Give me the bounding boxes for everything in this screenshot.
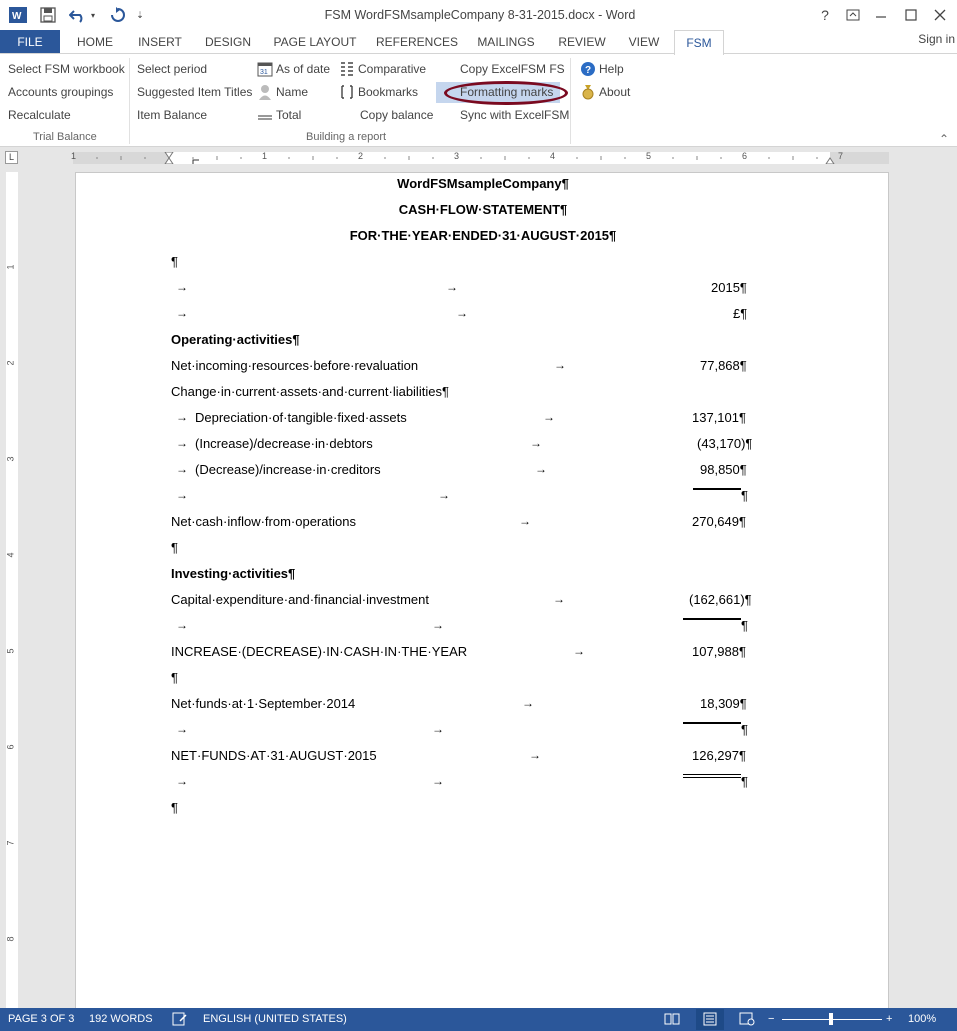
doc-line bbox=[76, 774, 890, 794]
tab-home[interactable]: HOME bbox=[77, 35, 113, 49]
horizontal-ruler[interactable] bbox=[73, 152, 889, 164]
title-bar bbox=[0, 0, 957, 30]
item-balance-button[interactable]: Item Balance bbox=[137, 108, 208, 122]
sign-in-link[interactable]: Sign in bbox=[918, 32, 955, 46]
ruler-number: 6 bbox=[742, 151, 748, 161]
tab-insert[interactable]: INSERT bbox=[138, 35, 182, 49]
vertical-ruler[interactable] bbox=[6, 172, 18, 1008]
select-period-button[interactable]: Select period bbox=[137, 62, 208, 76]
paragraph-mark: ¶ bbox=[741, 488, 748, 503]
row-label: Net·incoming·resources·before·revaluation bbox=[171, 358, 419, 373]
as-of-date-button[interactable] bbox=[257, 59, 330, 79]
zoom-in-icon[interactable]: + bbox=[886, 1013, 893, 1025]
doc-line bbox=[76, 280, 890, 300]
print-layout-icon[interactable] bbox=[696, 1009, 724, 1030]
name-label: Name bbox=[276, 85, 309, 99]
ruler-number: 5 bbox=[5, 648, 16, 654]
close-icon[interactable] bbox=[929, 4, 951, 26]
tab-arrow: → bbox=[176, 618, 188, 632]
tab-arrow: → bbox=[176, 774, 188, 788]
row-value: 77,868¶ bbox=[700, 358, 747, 373]
as-of-date-label: As of date bbox=[276, 62, 331, 76]
bookmarks-button[interactable] bbox=[339, 82, 418, 102]
copy-balance-button[interactable]: Copy balance bbox=[360, 108, 434, 122]
customize-qat-icon[interactable]: ⇣ bbox=[136, 9, 144, 20]
row-label: Depreciation·of·tangible·fixed·assets bbox=[195, 410, 407, 425]
web-layout-icon[interactable] bbox=[739, 1012, 755, 1029]
row-value: 137,101¶ bbox=[692, 410, 746, 425]
doc-line bbox=[76, 748, 890, 768]
maximize-icon[interactable] bbox=[900, 4, 922, 26]
proofing-icon[interactable] bbox=[172, 1012, 188, 1029]
paragraph-mark: ¶ bbox=[741, 774, 748, 789]
help-icon bbox=[580, 61, 596, 77]
word-count[interactable]: 192 WORDS bbox=[89, 1013, 153, 1025]
person-icon bbox=[257, 84, 273, 100]
doc-line bbox=[76, 176, 890, 196]
ruler-number: 4 bbox=[5, 552, 16, 558]
row-value: 126,297¶ bbox=[692, 748, 746, 763]
doc-line bbox=[76, 540, 890, 560]
zoom-slider-thumb[interactable] bbox=[829, 1013, 833, 1025]
ruler-number: 2 bbox=[358, 151, 364, 161]
doc-line bbox=[76, 202, 890, 222]
doc-line bbox=[76, 410, 890, 430]
doc-line bbox=[76, 358, 890, 378]
ruler-number: 2 bbox=[5, 360, 16, 366]
section-heading-investing: Investing·activities¶ bbox=[171, 566, 296, 581]
suggested-item-titles-button[interactable]: Suggested Item Titles bbox=[137, 85, 253, 99]
doc-line bbox=[76, 306, 890, 326]
tab-arrow: → bbox=[519, 514, 531, 528]
tab-references[interactable]: REFERENCES bbox=[375, 35, 458, 49]
calendar-icon bbox=[257, 61, 273, 77]
ruler-number: 3 bbox=[454, 151, 460, 161]
tab-mailings[interactable]: MAILINGS bbox=[477, 35, 535, 49]
copy-excelfsm-fs-button[interactable]: Copy ExcelFSM FS bbox=[460, 62, 565, 76]
row-label: Change·in·current·assets·and·current·liabilities¶ bbox=[171, 384, 449, 399]
row-label: Net·cash·inflow·from·operations bbox=[171, 514, 356, 529]
comparative-label: Comparative bbox=[358, 62, 427, 76]
ruler-number: 8 bbox=[5, 936, 16, 942]
doc-line bbox=[76, 566, 890, 586]
row-value: 18,309¶ bbox=[700, 696, 747, 711]
doc-line bbox=[76, 462, 890, 482]
doc-line bbox=[76, 384, 890, 404]
page-count[interactable]: PAGE 3 OF 3 bbox=[8, 1013, 75, 1025]
row-label: (Increase)/decrease·in·debtors bbox=[195, 436, 373, 451]
doc-line bbox=[76, 592, 890, 612]
tab-arrow: → bbox=[176, 436, 188, 450]
doc-line bbox=[76, 696, 890, 716]
recalculate-button[interactable]: Recalculate bbox=[8, 108, 71, 122]
section-heading-operating: Operating·activities¶ bbox=[171, 332, 300, 347]
columns-icon bbox=[339, 61, 355, 77]
tab-arrow: → bbox=[554, 358, 566, 372]
tab-arrow: → bbox=[176, 462, 188, 476]
doc-line bbox=[76, 800, 890, 820]
ruler-number: 1 bbox=[71, 151, 77, 161]
save-icon[interactable] bbox=[38, 5, 58, 25]
ruler-number: 1 bbox=[262, 151, 268, 161]
ruler-number: 7 bbox=[5, 840, 16, 846]
accounts-groupings-button[interactable]: Accounts groupings bbox=[8, 85, 114, 99]
word-logo-icon[interactable] bbox=[8, 5, 28, 25]
ruler-number: 4 bbox=[550, 151, 556, 161]
collapse-ribbon-icon[interactable]: ⌃ bbox=[938, 132, 949, 146]
currency-header: £¶ bbox=[733, 306, 748, 321]
tab-design[interactable]: DESIGN bbox=[204, 35, 251, 49]
period-title: FOR·THE·YEAR·ENDED·31·AUGUST·2015¶ bbox=[349, 228, 617, 243]
total-label: Total bbox=[276, 108, 302, 122]
company-title: WordFSMsampleCompany¶ bbox=[397, 176, 569, 191]
document-page[interactable] bbox=[75, 172, 889, 1012]
doc-line bbox=[76, 722, 890, 742]
row-label: Net·funds·at·1·September·2014 bbox=[171, 696, 356, 711]
ribbon-display-options-icon[interactable] bbox=[842, 4, 864, 26]
ruler-number: 5 bbox=[646, 151, 652, 161]
row-label: INCREASE·(DECREASE)·IN·CASH·IN·THE·YEAR bbox=[171, 644, 468, 659]
row-label: Capital·expenditure·and·financial·investment bbox=[171, 592, 429, 607]
group-label-trial-balance: Trial Balance bbox=[33, 131, 97, 143]
tab-arrow: → bbox=[432, 618, 444, 632]
bookmark-icon bbox=[339, 84, 355, 100]
group-label-building-a-report: Building a report bbox=[306, 131, 387, 143]
tab-file[interactable]: FILE bbox=[0, 30, 60, 54]
read-mode-icon[interactable] bbox=[664, 1012, 680, 1029]
row-label: NET·FUNDS·AT·31·AUGUST·2015 bbox=[171, 748, 377, 763]
doc-line bbox=[76, 670, 890, 690]
tab-arrow: → bbox=[438, 488, 450, 502]
formatting-marks-button[interactable]: Formatting marks bbox=[460, 85, 554, 99]
tab-view[interactable]: VIEW bbox=[628, 35, 660, 49]
tab-arrow: → bbox=[543, 410, 555, 424]
tab-arrow: → bbox=[553, 592, 565, 606]
tab-arrow: → bbox=[446, 280, 458, 294]
paragraph-mark: ¶ bbox=[171, 540, 178, 555]
undo-dropdown-icon[interactable]: ▾ bbox=[90, 10, 95, 20]
ruler-number: 1 bbox=[5, 264, 16, 270]
paragraph-mark: ¶ bbox=[171, 670, 178, 685]
tab-arrow: → bbox=[176, 488, 188, 502]
group-separator bbox=[129, 58, 130, 144]
comparative-button[interactable] bbox=[339, 59, 426, 79]
svg-text:31: 31 bbox=[260, 69, 268, 76]
sync-with-excelfsm-button[interactable]: Sync with ExcelFSM bbox=[460, 108, 570, 122]
doc-line bbox=[76, 488, 890, 508]
doc-line bbox=[76, 436, 890, 456]
tab-arrow: → bbox=[456, 306, 468, 320]
row-value: (162,661)¶ bbox=[689, 592, 752, 607]
svg-text:W: W bbox=[12, 11, 22, 22]
help-ribbon-button[interactable] bbox=[580, 59, 624, 79]
tab-arrow: → bbox=[573, 644, 585, 658]
name-button[interactable] bbox=[257, 82, 308, 102]
tab-arrow: → bbox=[432, 722, 444, 736]
zoom-out-icon[interactable]: − bbox=[768, 1013, 775, 1025]
tab-selector[interactable]: L bbox=[5, 151, 18, 164]
medal-icon bbox=[580, 84, 596, 100]
minimize-icon[interactable] bbox=[870, 4, 892, 26]
paragraph-mark: ¶ bbox=[741, 722, 748, 737]
row-value: 270,649¶ bbox=[692, 514, 746, 529]
tab-arrow: → bbox=[176, 306, 188, 320]
window-title: FSM WordFSMsampleCompany 8-31-2015.docx - Word bbox=[324, 8, 636, 22]
doc-line bbox=[76, 254, 890, 274]
ribbon-tabs bbox=[0, 30, 957, 54]
help-button[interactable]: ? bbox=[821, 7, 829, 23]
ruler-number: 6 bbox=[5, 744, 16, 750]
tab-arrow: → bbox=[176, 280, 188, 294]
tab-arrow: → bbox=[176, 410, 188, 424]
doc-line bbox=[76, 228, 890, 248]
doc-line bbox=[76, 644, 890, 664]
bookmarks-label: Bookmarks bbox=[358, 85, 419, 99]
zoom-level[interactable]: 100% bbox=[908, 1013, 937, 1025]
group-separator bbox=[570, 58, 571, 144]
tab-arrow: → bbox=[522, 696, 534, 710]
about-button[interactable] bbox=[580, 82, 630, 102]
ribbon-fsm bbox=[0, 53, 957, 147]
ruler-number: 3 bbox=[5, 456, 16, 462]
help-label: Help bbox=[599, 62, 624, 76]
row-value: 107,988¶ bbox=[692, 644, 746, 659]
ruler-number: 7 bbox=[838, 151, 844, 161]
doc-line bbox=[76, 332, 890, 352]
paragraph-mark: ¶ bbox=[171, 800, 178, 815]
select-fsm-workbook-button[interactable]: Select FSM workbook bbox=[8, 62, 125, 76]
about-label: About bbox=[599, 85, 631, 99]
statement-title: CASH·FLOW·STATEMENT¶ bbox=[398, 202, 568, 217]
year-header: 2015¶ bbox=[711, 280, 747, 295]
tab-arrow: → bbox=[535, 462, 547, 476]
tab-arrow: → bbox=[176, 722, 188, 736]
tab-arrow: → bbox=[432, 774, 444, 788]
total-icon bbox=[257, 107, 273, 123]
redo-icon[interactable] bbox=[108, 5, 128, 25]
undo-icon[interactable] bbox=[68, 5, 88, 25]
row-value: 98,850¶ bbox=[700, 462, 747, 477]
horizontal-ruler-area bbox=[0, 147, 957, 169]
tab-fsm[interactable]: FSM bbox=[674, 30, 724, 55]
svg-text:?: ? bbox=[585, 65, 592, 76]
row-label: (Decrease)/increase·in·creditors bbox=[195, 462, 381, 477]
row-value: (43,170)¶ bbox=[697, 436, 753, 451]
language-indicator[interactable]: ENGLISH (UNITED STATES) bbox=[203, 1013, 347, 1025]
tab-page-layout[interactable]: PAGE LAYOUT bbox=[273, 35, 357, 49]
tab-arrow: → bbox=[530, 436, 542, 450]
total-button[interactable] bbox=[257, 105, 301, 125]
tab-review[interactable]: REVIEW bbox=[558, 35, 606, 49]
doc-line bbox=[76, 514, 890, 534]
paragraph-mark: ¶ bbox=[171, 254, 178, 269]
paragraph-mark: ¶ bbox=[741, 618, 748, 633]
doc-line bbox=[76, 618, 890, 638]
tab-arrow: → bbox=[529, 748, 541, 762]
status-bar bbox=[0, 1008, 957, 1031]
